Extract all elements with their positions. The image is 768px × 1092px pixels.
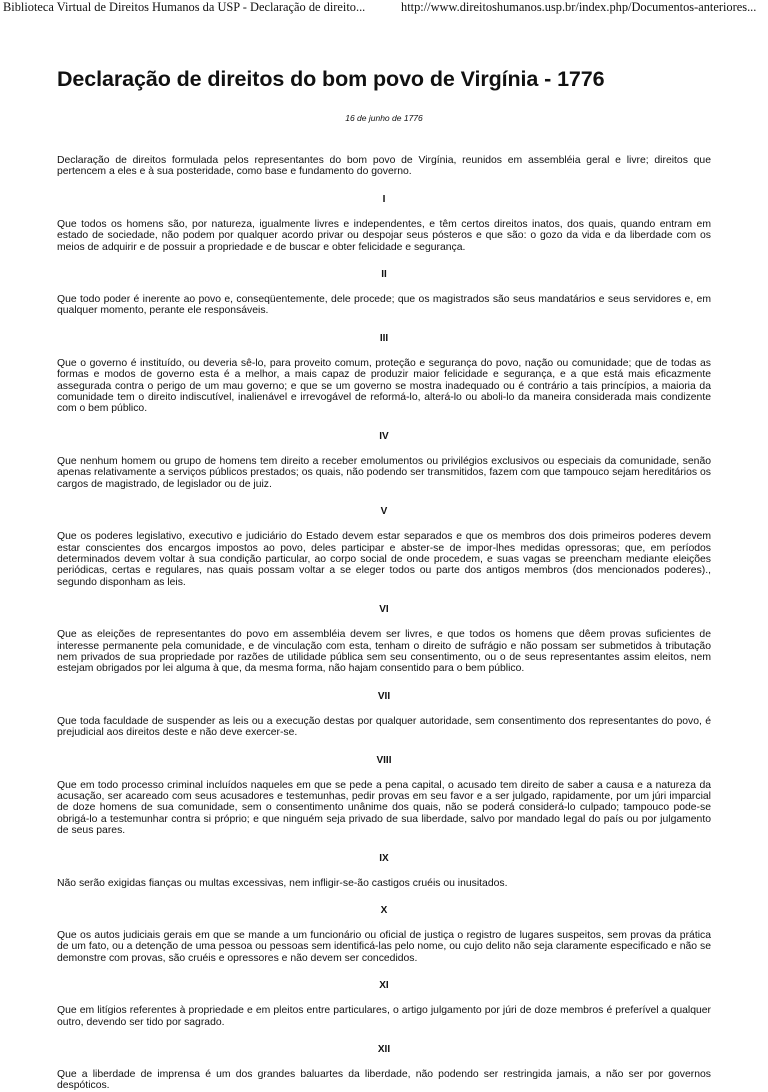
article — [57, 604, 711, 675]
article-text: Que todos os homens são, por natureza, igualmente livres e independentes, e têm certos direitos inatos, dos quais, quando entram em estado de sociedade, não podem por qualquer acordo privar ou despojar seus pósteros e que são: o gozo da vida e da liberdade com os meios de adquirir e de possuir a propriedade e de buscar e obter felicidade e segurança. — [57, 218, 711, 253]
article-numeral: VIII — [376, 754, 392, 766]
article-text: Que em litígios referentes à propriedade e em pleitos entre particulares, o artigo julgamento por júri de doze membros é preferível a qualquer outro, devendo ser tido por sagrado. — [57, 1005, 711, 1028]
article — [57, 853, 711, 889]
article-numeral: I — [382, 193, 386, 205]
document-page — [57, 64, 711, 1092]
article-text: Que a liberdade de imprensa é um dos grandes baluartes da liberdade, não podendo ser restringida jamais, a não ser por governos despóticos. — [57, 1069, 711, 1092]
article-text: Que todo poder é inerente ao povo e, conseqüentemente, dele procede; que os magistrados são seus mandatários e seus servidores e, em qualquer momento, perante ele responsáveis. — [57, 294, 711, 317]
article — [57, 194, 711, 253]
article — [57, 691, 711, 739]
article-text: Que os autos judiciais gerais em que se mande a um funcionário ou oficial de justiça o registro de lugares suspeitos, sem provas da prática de um fato, ou a detenção de uma pessoa ou pessoas sem identificá-las pelo nome, ou cujo delito não seja claramente especificado e não se demonstre com provas, são cruéis e opressores e não devem ser concedidos. — [57, 930, 711, 964]
document-intro: Declaração de direitos formulada pelos representantes do bom povo de Virgínia, reunidos em assembléia geral e livre; direitos que pertencem a eles e à sua posteridade, como base e fundamento do governo. — [57, 155, 711, 178]
article-text: Que toda faculdade de suspender as leis ou a execução destas por qualquer autoridade, sem consentimento dos representantes do povo, é prejudicial aos direitos deste e não deve exercer-se. — [57, 715, 711, 739]
document-title: Declaração de direitos do bom povo de Virgínia - 1776 — [57, 67, 605, 91]
print-header — [0, 0, 768, 18]
article — [57, 269, 711, 317]
article — [57, 905, 711, 964]
article-numeral: XII — [377, 1044, 391, 1056]
article — [57, 431, 711, 490]
article-text: Que as eleições de representantes do povo em assembléia devem ser livres, e que todos os homens que dêem provas suficientes de interesse permanente pela comunidade, e de vinculação com esta, tenham o direito de sufrágio e não possam ser submetidos à tributação nem privados de sua propriedade por razões de utilidade pública sem seu consentimento, ou o de seus representantes assim eleitos, nem estejam obrigados por lei alguma à que, da mesma forma, não hajam consentido para o bem público. — [57, 629, 711, 675]
article-text: Que nenhum homem ou grupo de homens tem direito a receber emolumentos ou privilégios exclusivos ou especiais da comunidade, senão apenas relativamente a serviços públicos prestados; os quais, não podendo ser transmitidos, fazem com que tampouco sejam hereditários os cargos de magistrado, de legislador ou de juiz. — [57, 455, 711, 490]
article-numeral: VII — [377, 690, 391, 702]
article-text: Que os poderes legislativo, executivo e judiciário do Estado devem estar separados e que os membros dos dois primeiros poderes devem estar conscientes dos encargos impostos ao povo, deles participar e abster-se de impor-lhes medidas opressoras; que, em períodos determinados devem voltar à sua condição particular, ao corpo social de onde procedem, e suas vagas se preencham mediante eleições periódicas, certas e regulares, nas quais possam voltar a se eleger todos ou parte dos antigos membros (dos mencionados poderes)., segundo disponham as leis. — [57, 531, 711, 588]
article — [57, 1044, 711, 1092]
article-numeral: II — [381, 269, 387, 281]
article — [57, 980, 711, 1028]
article-numeral: XI — [379, 980, 389, 992]
article-numeral: V — [380, 506, 388, 518]
article-text: Que o governo é instituído, ou deveria sê-lo, para proveito comum, proteção e segurança do povo, nação ou comunidade; que de todas as formas e modos de governo esta é a melhor, a mais capaz de produzir maior felicidade e segurança, e a que está mais eficazmente assegurada contra o perigo de um mau governo; e que se um governo se mostra inadequado ou é contrário a tais princípios, a maioria da comunidade tem o direito indiscutível, inalienável e irrevogável de reformá-lo, alterá-lo ou aboli-lo da maneira considerada mais condizente com o bem público. — [57, 357, 711, 415]
article-numeral: X — [380, 905, 388, 916]
article-numeral: IX — [379, 852, 389, 864]
article — [57, 333, 711, 415]
articles-list — [57, 194, 711, 1092]
article-numeral: III — [379, 332, 389, 344]
article-numeral: VI — [379, 604, 389, 616]
article — [57, 755, 711, 837]
article-numeral: IV — [379, 430, 389, 442]
article-text: Que em todo processo criminal incluídos naqueles em que se pede a pena capital, o acusado tem direito de saber a causa e a natureza da acusação, ser acareado com seus acusadores e testemunhas, pedir provas em seu favor e a ser julgado, rapidamente, por um júri imparcial de doze homens de sua comunidade, sem o consentimento unânime dos quais, não se poderá considerá-lo culpado; tampouco pode-se obrigá-lo a testemunhar contra si próprio; e que ninguém seja privado de sua liberdade, salvo por mandado legal do país ou por julgamento de seus pares. — [57, 779, 711, 837]
article-text: Não serão exigidas fianças ou multas excessivas, nem infligir-se-ão castigos cruéis ou inusitados. — [57, 877, 508, 889]
print-header-title: Biblioteca Virtual de Direitos Humanos da USP - Declaração de direito... — [3, 0, 366, 14]
article — [57, 506, 711, 588]
print-header-url: http://www.direitoshumanos.usp.br/index.php/Documentos-anteriores... — [401, 0, 757, 14]
document-date: 16 de junho de 1776 — [345, 113, 423, 123]
